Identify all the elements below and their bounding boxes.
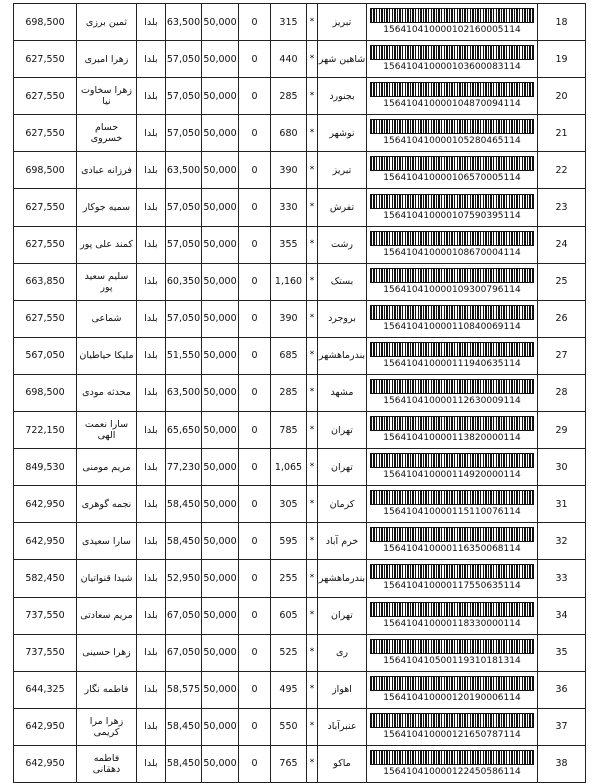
destination-city-cell: بروجرد bbox=[318, 300, 367, 337]
extra-fee-cell: 0 bbox=[239, 671, 271, 708]
table-row bbox=[14, 337, 586, 374]
service-type-cell: بلدا bbox=[137, 226, 166, 263]
tracking-code-cell bbox=[367, 189, 538, 226]
barcode-icon bbox=[370, 564, 534, 579]
tracking-code-text: 156410410000122450586114 bbox=[383, 766, 521, 777]
row-number-cell: 37 bbox=[538, 708, 586, 745]
price-cell: 698,500 bbox=[14, 152, 77, 189]
tracking-code-text: 156410410000117550635114 bbox=[383, 581, 521, 592]
barcode-icon bbox=[370, 750, 534, 765]
barcode-icon bbox=[370, 416, 534, 431]
row-number-cell: 31 bbox=[538, 486, 586, 523]
tracking-code-cell bbox=[367, 523, 538, 560]
service-type-cell: بلدا bbox=[137, 671, 166, 708]
tracking-code-text: 156410410000110840069114 bbox=[383, 321, 521, 332]
marker-cell: * bbox=[307, 634, 318, 671]
tracking-code-text: 156410410000111940635114 bbox=[383, 358, 521, 369]
table-row bbox=[14, 745, 586, 782]
postage-amount-cell: 63,500 bbox=[166, 374, 202, 411]
service-type-cell: بلدا bbox=[137, 189, 166, 226]
barcode-icon bbox=[370, 527, 534, 542]
table-row bbox=[14, 634, 586, 671]
base-fee-cell: 50,000 bbox=[202, 597, 239, 634]
destination-city-cell: تفرش bbox=[318, 189, 367, 226]
extra-fee-cell: 0 bbox=[239, 708, 271, 745]
tracking-code-cell bbox=[367, 152, 538, 189]
marker-cell: * bbox=[307, 115, 318, 152]
extra-fee-cell: 0 bbox=[239, 4, 271, 41]
table-row bbox=[14, 486, 586, 523]
recipient-name-cell: فاطمه نگار bbox=[77, 671, 137, 708]
service-type-cell: بلدا bbox=[137, 486, 166, 523]
postage-amount-cell: 51,550 bbox=[166, 337, 202, 374]
weight-cell: 285 bbox=[271, 78, 307, 115]
tracking-code-text: 156410410000109300796114 bbox=[383, 284, 521, 295]
service-type-cell: بلدا bbox=[137, 523, 166, 560]
recipient-name-cell: شماعی bbox=[77, 300, 137, 337]
destination-city-cell: تهران bbox=[318, 597, 367, 634]
row-number-cell: 29 bbox=[538, 412, 586, 449]
service-type-cell: بلدا bbox=[137, 449, 166, 486]
postage-amount-cell: 57,050 bbox=[166, 226, 202, 263]
destination-city-cell: تهران bbox=[318, 449, 367, 486]
tracking-code-cell bbox=[367, 226, 538, 263]
barcode-icon bbox=[370, 639, 534, 654]
weight-cell: 550 bbox=[271, 708, 307, 745]
extra-fee-cell: 0 bbox=[239, 152, 271, 189]
row-number-cell: 20 bbox=[538, 78, 586, 115]
tracking-code-cell bbox=[367, 671, 538, 708]
extra-fee-cell: 0 bbox=[239, 189, 271, 226]
marker-cell: * bbox=[307, 263, 318, 300]
price-cell: 722,150 bbox=[14, 412, 77, 449]
tracking-code-cell bbox=[367, 412, 538, 449]
tracking-code-cell bbox=[367, 634, 538, 671]
tracking-code-text: 156410410000105280465114 bbox=[383, 136, 521, 147]
price-cell: 567,050 bbox=[14, 337, 77, 374]
marker-cell: * bbox=[307, 337, 318, 374]
postage-amount-cell: 58,450 bbox=[166, 745, 202, 782]
barcode-icon bbox=[370, 305, 534, 320]
weight-cell: 605 bbox=[271, 597, 307, 634]
barcode-icon bbox=[370, 231, 534, 246]
weight-cell: 595 bbox=[271, 523, 307, 560]
extra-fee-cell: 0 bbox=[239, 78, 271, 115]
postage-amount-cell: 58,450 bbox=[166, 486, 202, 523]
service-type-cell: بلدا bbox=[137, 337, 166, 374]
extra-fee-cell: 0 bbox=[239, 523, 271, 560]
price-cell: 849,530 bbox=[14, 449, 77, 486]
barcode-icon bbox=[370, 676, 534, 691]
table-row bbox=[14, 671, 586, 708]
tracking-code-text: 156410410000118330000114 bbox=[383, 618, 521, 629]
price-cell: 642,950 bbox=[14, 708, 77, 745]
tracking-code-text: 156410410000116350068114 bbox=[383, 544, 521, 555]
extra-fee-cell: 0 bbox=[239, 41, 271, 78]
tracking-code-cell bbox=[367, 708, 538, 745]
base-fee-cell: 50,000 bbox=[202, 337, 239, 374]
tracking-code-cell bbox=[367, 115, 538, 152]
row-number-cell: 33 bbox=[538, 560, 586, 597]
recipient-name-cell: مریم سعادتی bbox=[77, 597, 137, 634]
shipment-table bbox=[13, 3, 586, 783]
destination-city-cell: شاهین شهر bbox=[318, 41, 367, 78]
recipient-name-cell: سارا سعیدی bbox=[77, 523, 137, 560]
base-fee-cell: 50,000 bbox=[202, 671, 239, 708]
weight-cell: 330 bbox=[271, 189, 307, 226]
base-fee-cell: 50,000 bbox=[202, 115, 239, 152]
marker-cell: * bbox=[307, 560, 318, 597]
tracking-code-text: 156410410000120190006114 bbox=[383, 692, 521, 703]
weight-cell: 495 bbox=[271, 671, 307, 708]
recipient-name-cell: مریم مومنی bbox=[77, 449, 137, 486]
weight-cell: 685 bbox=[271, 337, 307, 374]
weight-cell: 255 bbox=[271, 560, 307, 597]
price-cell: 627,550 bbox=[14, 78, 77, 115]
price-cell: 698,500 bbox=[14, 374, 77, 411]
row-number-cell: 26 bbox=[538, 300, 586, 337]
barcode-icon bbox=[370, 45, 534, 60]
extra-fee-cell: 0 bbox=[239, 115, 271, 152]
base-fee-cell: 50,000 bbox=[202, 189, 239, 226]
postage-amount-cell: 58,575 bbox=[166, 671, 202, 708]
table-row bbox=[14, 41, 586, 78]
destination-city-cell: بستک bbox=[318, 263, 367, 300]
row-number-cell: 22 bbox=[538, 152, 586, 189]
tracking-code-text: 156410410000103600083114 bbox=[383, 62, 521, 73]
destination-city-cell: تهران bbox=[318, 412, 367, 449]
recipient-name-cell: زهرا امیری bbox=[77, 41, 137, 78]
recipient-name-cell: شیدا قنواتیان bbox=[77, 560, 137, 597]
postage-amount-cell: 77,230 bbox=[166, 449, 202, 486]
weight-cell: 390 bbox=[271, 152, 307, 189]
table-row bbox=[14, 560, 586, 597]
weight-cell: 315 bbox=[271, 4, 307, 41]
tracking-code-cell bbox=[367, 41, 538, 78]
extra-fee-cell: 0 bbox=[239, 745, 271, 782]
tracking-code-cell bbox=[367, 560, 538, 597]
tracking-code-text: 156410410000106570005114 bbox=[383, 173, 521, 184]
weight-cell: 1,160 bbox=[271, 263, 307, 300]
destination-city-cell: بندرماهشهر bbox=[318, 560, 367, 597]
extra-fee-cell: 0 bbox=[239, 449, 271, 486]
row-number-cell: 35 bbox=[538, 634, 586, 671]
base-fee-cell: 50,000 bbox=[202, 374, 239, 411]
service-type-cell: بلدا bbox=[137, 115, 166, 152]
recipient-name-cell: کمند علی پور bbox=[77, 226, 137, 263]
table-row bbox=[14, 152, 586, 189]
table-row bbox=[14, 226, 586, 263]
tracking-code-text: 156410410000104870094114 bbox=[383, 99, 521, 110]
tracking-code-cell bbox=[367, 337, 538, 374]
price-cell: 642,950 bbox=[14, 523, 77, 560]
barcode-icon bbox=[370, 8, 534, 23]
marker-cell: * bbox=[307, 189, 318, 226]
destination-city-cell: اهواز bbox=[318, 671, 367, 708]
destination-city-cell: بجنورد bbox=[318, 78, 367, 115]
recipient-name-cell: نجمه گوهری bbox=[77, 486, 137, 523]
postage-amount-cell: 57,050 bbox=[166, 78, 202, 115]
tracking-code-text: 156410410000107590395114 bbox=[383, 210, 521, 221]
barcode-icon bbox=[370, 82, 534, 97]
destination-city-cell: نوشهر bbox=[318, 115, 367, 152]
destination-city-cell: ماکو bbox=[318, 745, 367, 782]
recipient-name-cell: زهرا سخاوت نیا bbox=[77, 78, 137, 115]
destination-city-cell: بندرماهشهر bbox=[318, 337, 367, 374]
recipient-name-cell: محدثه مودی bbox=[77, 374, 137, 411]
tracking-code-cell bbox=[367, 300, 538, 337]
extra-fee-cell: 0 bbox=[239, 634, 271, 671]
base-fee-cell: 50,000 bbox=[202, 152, 239, 189]
marker-cell: * bbox=[307, 449, 318, 486]
weight-cell: 305 bbox=[271, 486, 307, 523]
weight-cell: 355 bbox=[271, 226, 307, 263]
recipient-name-cell: سمیه جوکار bbox=[77, 189, 137, 226]
service-type-cell: بلدا bbox=[137, 634, 166, 671]
base-fee-cell: 50,000 bbox=[202, 412, 239, 449]
recipient-name-cell: زهرا حسینی bbox=[77, 634, 137, 671]
recipient-name-cell: سارا نعمت الهی bbox=[77, 412, 137, 449]
postage-amount-cell: 65,650 bbox=[166, 412, 202, 449]
tracking-code-text: 156410410000121650787114 bbox=[383, 729, 521, 740]
barcode-icon bbox=[370, 119, 534, 134]
row-number-cell: 24 bbox=[538, 226, 586, 263]
table-row bbox=[14, 412, 586, 449]
table-row bbox=[14, 189, 586, 226]
recipient-name-cell: ثمین برزی bbox=[77, 4, 137, 41]
price-cell: 627,550 bbox=[14, 226, 77, 263]
base-fee-cell: 50,000 bbox=[202, 560, 239, 597]
price-cell: 644,325 bbox=[14, 671, 77, 708]
marker-cell: * bbox=[307, 523, 318, 560]
extra-fee-cell: 0 bbox=[239, 560, 271, 597]
base-fee-cell: 50,000 bbox=[202, 300, 239, 337]
marker-cell: * bbox=[307, 412, 318, 449]
base-fee-cell: 50,000 bbox=[202, 708, 239, 745]
barcode-icon bbox=[370, 379, 534, 394]
base-fee-cell: 50,000 bbox=[202, 634, 239, 671]
barcode-icon bbox=[370, 268, 534, 283]
row-number-cell: 23 bbox=[538, 189, 586, 226]
row-number-cell: 21 bbox=[538, 115, 586, 152]
recipient-name-cell: فرزانه عبادی bbox=[77, 152, 137, 189]
price-cell: 627,550 bbox=[14, 115, 77, 152]
destination-city-cell: کرمان bbox=[318, 486, 367, 523]
tracking-code-text: 156410410000108670004114 bbox=[383, 247, 521, 258]
service-type-cell: بلدا bbox=[137, 41, 166, 78]
service-type-cell: بلدا bbox=[137, 263, 166, 300]
base-fee-cell: 50,000 bbox=[202, 226, 239, 263]
row-number-cell: 38 bbox=[538, 745, 586, 782]
barcode-icon bbox=[370, 453, 534, 468]
destination-city-cell: تبریز bbox=[318, 152, 367, 189]
barcode-icon bbox=[370, 194, 534, 209]
service-type-cell: بلدا bbox=[137, 597, 166, 634]
postage-amount-cell: 67,050 bbox=[166, 597, 202, 634]
table-row bbox=[14, 78, 586, 115]
price-cell: 663,850 bbox=[14, 263, 77, 300]
postage-amount-cell: 58,450 bbox=[166, 523, 202, 560]
service-type-cell: بلدا bbox=[137, 4, 166, 41]
extra-fee-cell: 0 bbox=[239, 226, 271, 263]
recipient-name-cell: فاطمه دهقانی bbox=[77, 745, 137, 782]
base-fee-cell: 50,000 bbox=[202, 486, 239, 523]
row-number-cell: 25 bbox=[538, 263, 586, 300]
marker-cell: * bbox=[307, 374, 318, 411]
table-row bbox=[14, 115, 586, 152]
extra-fee-cell: 0 bbox=[239, 300, 271, 337]
tracking-code-text: 156410410500119310181314 bbox=[383, 655, 521, 666]
barcode-icon bbox=[370, 342, 534, 357]
weight-cell: 525 bbox=[271, 634, 307, 671]
destination-city-cell: تبریز bbox=[318, 4, 367, 41]
marker-cell: * bbox=[307, 78, 318, 115]
base-fee-cell: 50,000 bbox=[202, 263, 239, 300]
tracking-code-text: 156410410000113820000114 bbox=[383, 433, 521, 444]
service-type-cell: بلدا bbox=[137, 745, 166, 782]
service-type-cell: بلدا bbox=[137, 708, 166, 745]
row-number-cell: 32 bbox=[538, 523, 586, 560]
tracking-code-text: 156410410000114920000114 bbox=[383, 470, 521, 481]
postage-amount-cell: 57,050 bbox=[166, 41, 202, 78]
recipient-name-cell: سلیم سعید پور bbox=[77, 263, 137, 300]
postage-amount-cell: 57,050 bbox=[166, 115, 202, 152]
marker-cell: * bbox=[307, 152, 318, 189]
barcode-icon bbox=[370, 490, 534, 505]
table-row bbox=[14, 597, 586, 634]
service-type-cell: بلدا bbox=[137, 78, 166, 115]
marker-cell: * bbox=[307, 486, 318, 523]
service-type-cell: بلدا bbox=[137, 300, 166, 337]
marker-cell: * bbox=[307, 708, 318, 745]
table-row bbox=[14, 4, 586, 41]
tracking-code-text: 156410410000102160005114 bbox=[383, 25, 521, 36]
weight-cell: 1,065 bbox=[271, 449, 307, 486]
tracking-code-cell bbox=[367, 449, 538, 486]
extra-fee-cell: 0 bbox=[239, 263, 271, 300]
tracking-code-cell bbox=[367, 4, 538, 41]
destination-city-cell: عنبرآباد bbox=[318, 708, 367, 745]
recipient-name-cell: زهرا مرا کریمی bbox=[77, 708, 137, 745]
tracking-code-cell bbox=[367, 486, 538, 523]
table-row bbox=[14, 523, 586, 560]
tracking-code-cell bbox=[367, 374, 538, 411]
marker-cell: * bbox=[307, 300, 318, 337]
destination-city-cell: رشت bbox=[318, 226, 367, 263]
destination-city-cell: مشهد bbox=[318, 374, 367, 411]
postage-amount-cell: 67,050 bbox=[166, 634, 202, 671]
weight-cell: 785 bbox=[271, 412, 307, 449]
price-cell: 627,550 bbox=[14, 300, 77, 337]
extra-fee-cell: 0 bbox=[239, 412, 271, 449]
postage-amount-cell: 63,500 bbox=[166, 4, 202, 41]
price-cell: 627,550 bbox=[14, 189, 77, 226]
postage-amount-cell: 63,500 bbox=[166, 152, 202, 189]
row-number-cell: 28 bbox=[538, 374, 586, 411]
base-fee-cell: 50,000 bbox=[202, 449, 239, 486]
price-cell: 642,950 bbox=[14, 745, 77, 782]
shipment-rows bbox=[14, 4, 586, 783]
tracking-code-cell bbox=[367, 597, 538, 634]
price-cell: 582,450 bbox=[14, 560, 77, 597]
marker-cell: * bbox=[307, 41, 318, 78]
marker-cell: * bbox=[307, 671, 318, 708]
marker-cell: * bbox=[307, 226, 318, 263]
base-fee-cell: 50,000 bbox=[202, 523, 239, 560]
tracking-code-cell bbox=[367, 263, 538, 300]
destination-city-cell: خرم آباد bbox=[318, 523, 367, 560]
table-row bbox=[14, 374, 586, 411]
base-fee-cell: 50,000 bbox=[202, 745, 239, 782]
service-type-cell: بلدا bbox=[137, 152, 166, 189]
row-number-cell: 19 bbox=[538, 41, 586, 78]
tracking-code-text: 156410410000115110076114 bbox=[383, 507, 521, 518]
weight-cell: 680 bbox=[271, 115, 307, 152]
extra-fee-cell: 0 bbox=[239, 486, 271, 523]
extra-fee-cell: 0 bbox=[239, 337, 271, 374]
marker-cell: * bbox=[307, 745, 318, 782]
base-fee-cell: 50,000 bbox=[202, 41, 239, 78]
barcode-icon bbox=[370, 713, 534, 728]
weight-cell: 285 bbox=[271, 374, 307, 411]
service-type-cell: بلدا bbox=[137, 560, 166, 597]
base-fee-cell: 50,000 bbox=[202, 78, 239, 115]
price-cell: 737,550 bbox=[14, 597, 77, 634]
weight-cell: 440 bbox=[271, 41, 307, 78]
row-number-cell: 27 bbox=[538, 337, 586, 374]
row-number-cell: 36 bbox=[538, 671, 586, 708]
price-cell: 642,950 bbox=[14, 486, 77, 523]
row-number-cell: 18 bbox=[538, 4, 586, 41]
postage-amount-cell: 60,350 bbox=[166, 263, 202, 300]
table-row bbox=[14, 708, 586, 745]
service-type-cell: بلدا bbox=[137, 374, 166, 411]
extra-fee-cell: 0 bbox=[239, 597, 271, 634]
base-fee-cell: 50,000 bbox=[202, 4, 239, 41]
tracking-code-cell bbox=[367, 745, 538, 782]
marker-cell: * bbox=[307, 597, 318, 634]
price-cell: 698,500 bbox=[14, 4, 77, 41]
postage-amount-cell: 58,450 bbox=[166, 708, 202, 745]
tracking-code-cell bbox=[367, 78, 538, 115]
service-type-cell: بلدا bbox=[137, 412, 166, 449]
recipient-name-cell: حسام خسروی bbox=[77, 115, 137, 152]
destination-city-cell: ری bbox=[318, 634, 367, 671]
barcode-icon bbox=[370, 156, 534, 171]
postage-amount-cell: 57,050 bbox=[166, 300, 202, 337]
barcode-icon bbox=[370, 602, 534, 617]
marker-cell: * bbox=[307, 4, 318, 41]
table-row bbox=[14, 300, 586, 337]
postage-amount-cell: 57,050 bbox=[166, 189, 202, 226]
recipient-name-cell: ملیکا حیاطیان bbox=[77, 337, 137, 374]
weight-cell: 765 bbox=[271, 745, 307, 782]
tracking-code-text: 156410410000112630009114 bbox=[383, 395, 521, 406]
table-row bbox=[14, 449, 586, 486]
price-cell: 737,550 bbox=[14, 634, 77, 671]
price-cell: 627,550 bbox=[14, 41, 77, 78]
postage-amount-cell: 52,950 bbox=[166, 560, 202, 597]
row-number-cell: 30 bbox=[538, 449, 586, 486]
extra-fee-cell: 0 bbox=[239, 374, 271, 411]
weight-cell: 390 bbox=[271, 300, 307, 337]
table-row bbox=[14, 263, 586, 300]
row-number-cell: 34 bbox=[538, 597, 586, 634]
